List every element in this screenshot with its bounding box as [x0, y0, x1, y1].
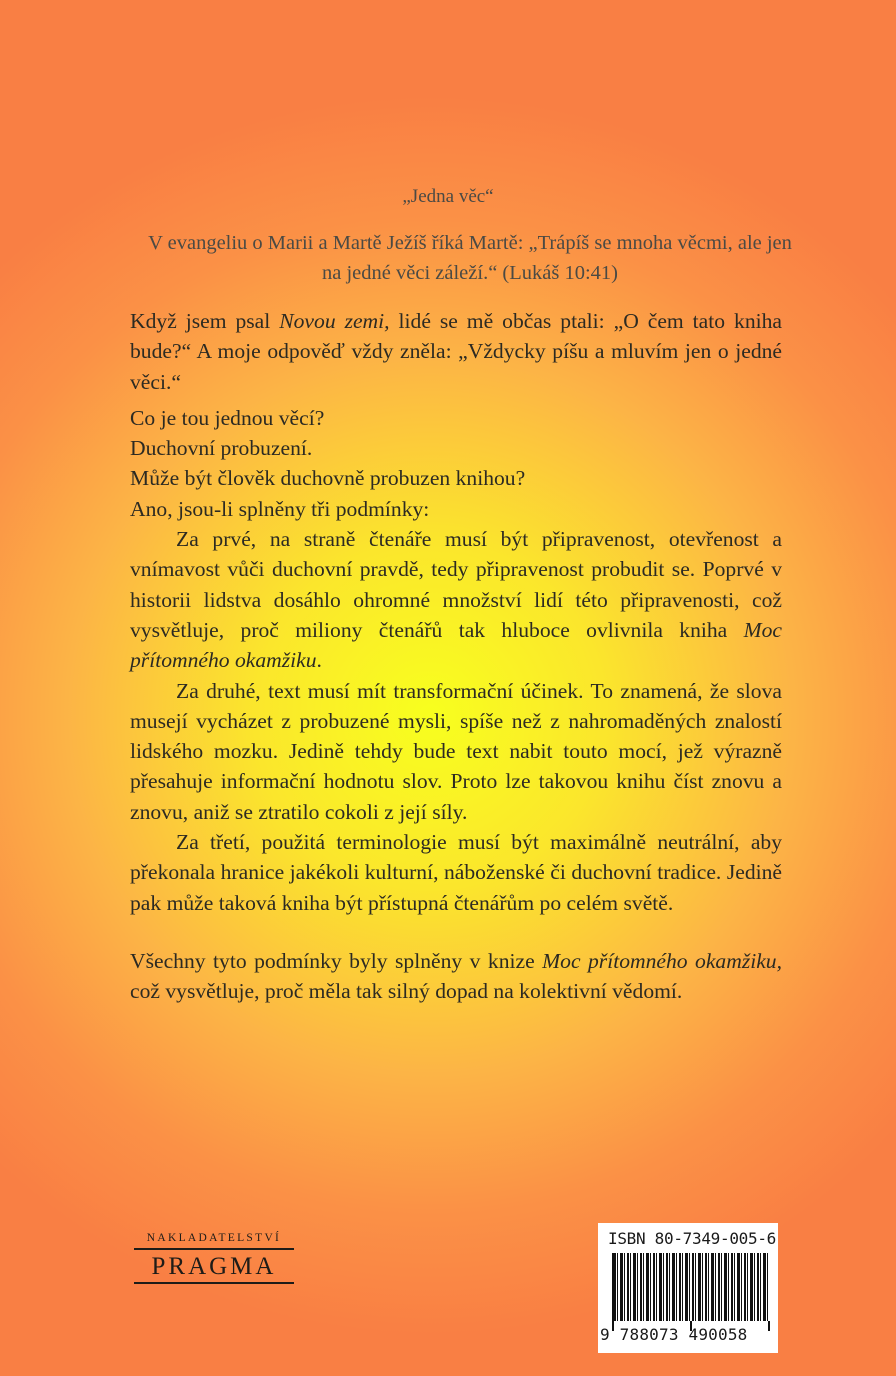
conclusion-book-title: Moc přítomného okamžiku, [542, 948, 783, 973]
barcode-bars [614, 1253, 770, 1321]
publisher-logo [134, 1232, 294, 1284]
condition-first-book-title: Moc přítomného okamžiku [130, 617, 782, 673]
publisher-rule-top [134, 1248, 294, 1250]
conclusion-paragraph [130, 946, 782, 1007]
body-text [130, 306, 782, 1007]
intro-book-title: Novou zemi, [279, 309, 390, 333]
publisher-label: NAKLADATELSTVÍ [146, 1232, 282, 1244]
condition-third-paragraph: Za třetí, použitá terminologie musí být maximálně neutrální, aby překonala hranice jakékoli kulturní, náboženské či duchovní tradice. Jedině pak může taková kniha být přístupná čtenářům po celém světě. [130, 830, 782, 915]
epigraph-quote: V evangeliu o Marii a Martě Ježíš říká Martě: „Trápíš se mnoha věcmi, ale jen na jedné věci záleží.“ (Lukáš 10:41) [148, 232, 792, 284]
condition-first-text: Za prvé, na straně čtenáře musí být připravenost, otevřenost a vnímavost vůči duchovní pravdě, tedy připravenost probudit se. Poprvé v historii lidstva dosáhlo ohromné množství lidí této připravenosti, což vysvětluje, proč miliony čtenářů tak hluboce ovlivnila kniha [130, 527, 782, 642]
publisher-rule-bottom [134, 1282, 294, 1284]
condition-first-end: . [316, 648, 322, 673]
conditions-intro-line: Ano, jsou-li splněny tři podmínky: [130, 496, 430, 521]
publisher-name: PRAGMA [151, 1253, 277, 1280]
intro-text-start: Když jsem psal [130, 309, 280, 333]
conclusion-text-end: což vysvětluje, proč měla tak silný dopad na kolektivní vědomí. [130, 979, 683, 1004]
isbn-number: ISBN 80-7349-005-6 [608, 1229, 776, 1248]
answer-line: Duchovní probuzení. [130, 436, 313, 461]
section-heading: „Jedna věc“ [402, 186, 494, 207]
question-line: Co je tou jednou věcí? [130, 405, 325, 430]
condition-first-paragraph [130, 524, 782, 675]
intro-paragraph [130, 306, 782, 397]
conclusion-text-start: Všechny tyto podmínky byly splněny v knize [130, 948, 543, 973]
condition-second-paragraph: Za druhé, text musí mít transformační účinek. To znamená, že slova musejí vycházet z probuzené mysli, spíše než z nahromaděných znalostí lidského mozku. Jedině tehdy bude text nabit touto mocí, jež výrazně přesahuje informační hodnotu slov. Proto lze takovou knihu číst znovu a znovu, aniž se ztratilo cokoli z její síly. [130, 678, 782, 824]
isbn-barcode [598, 1223, 778, 1353]
ean-number: 9 788073 490058 [600, 1325, 748, 1344]
intro-text-end: lidé se mě občas ptali: „O čem tato kniha bude?“ A moje odpověď vždy zněla: „Vždycky píšu a mluvím jen o jedné věci.“ [130, 309, 782, 394]
question-line-2: Může být člověk duchovně probuzen knihou? [130, 466, 526, 491]
